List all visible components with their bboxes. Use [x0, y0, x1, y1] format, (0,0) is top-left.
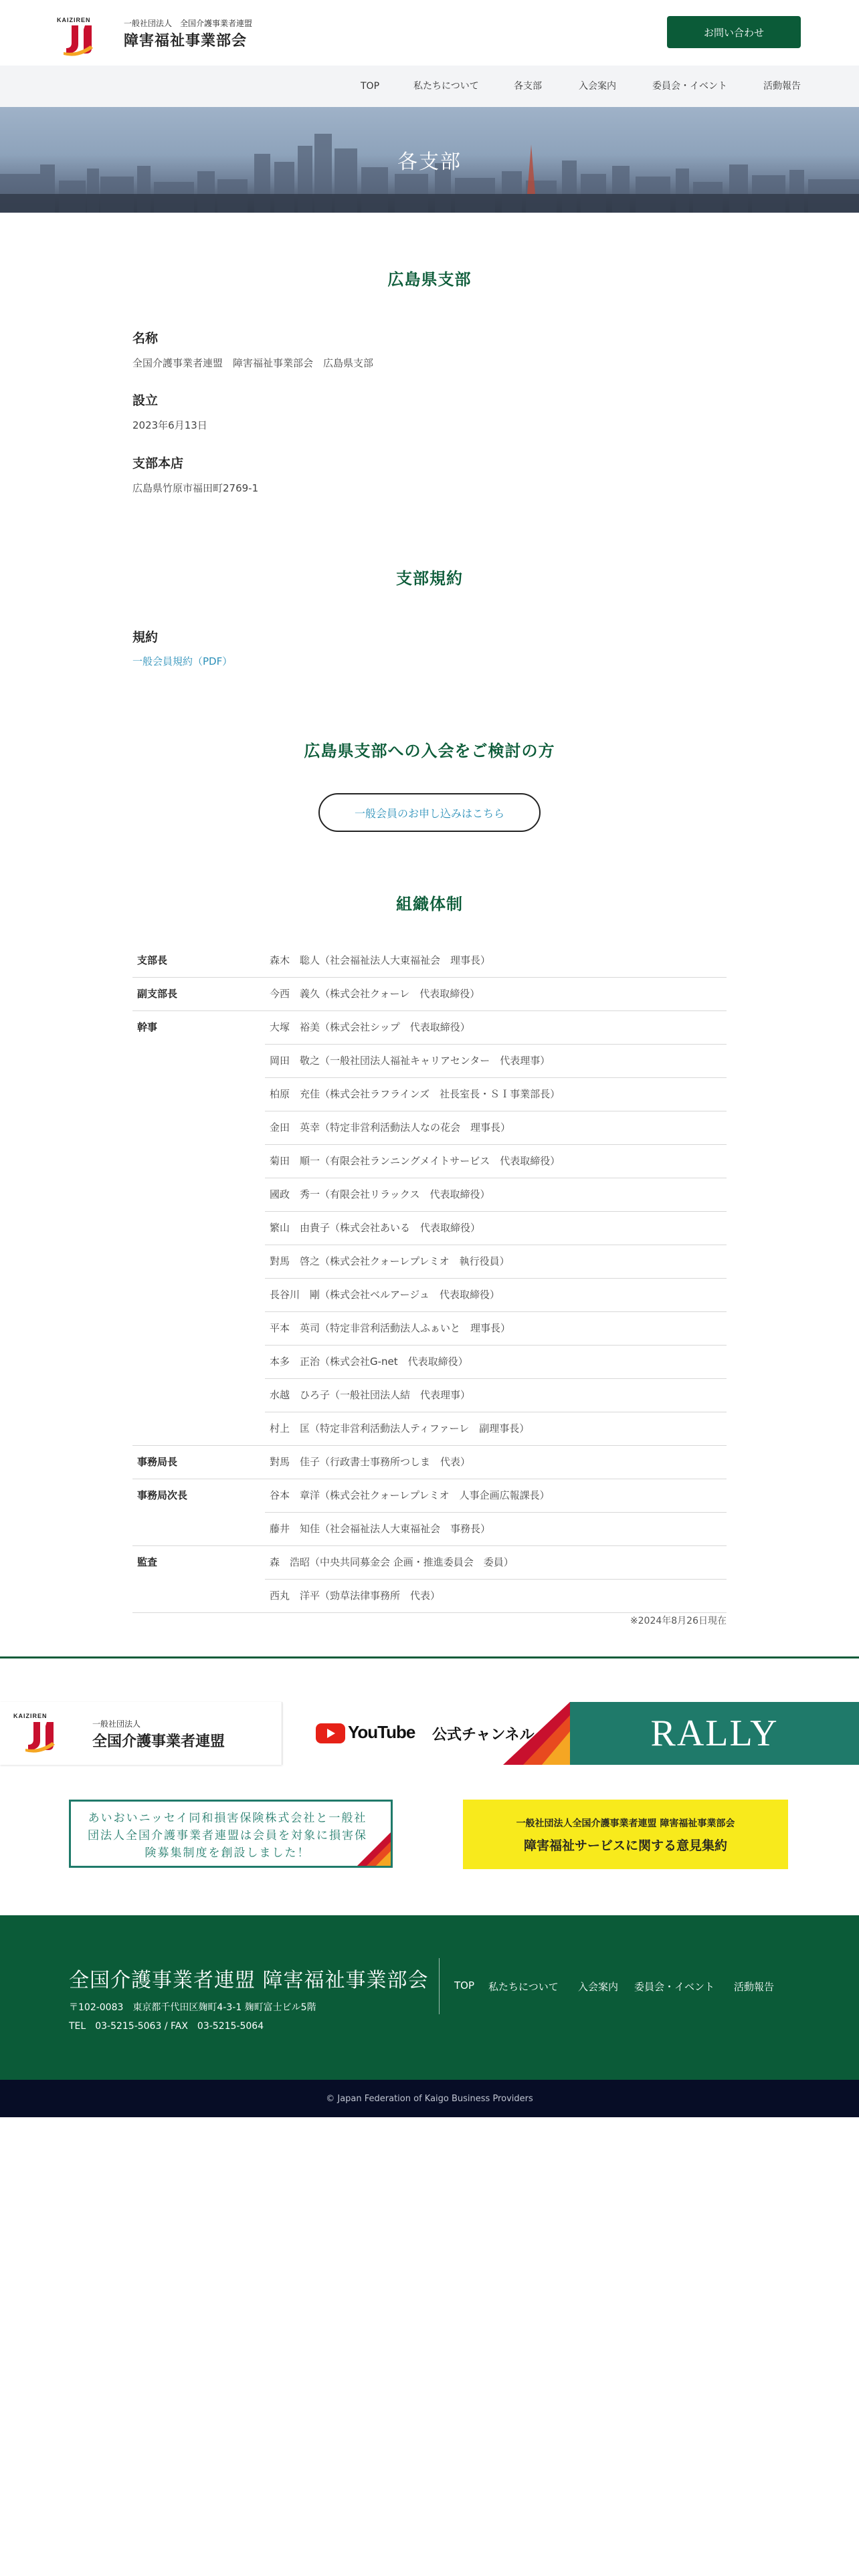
org-row — [132, 1278, 727, 1311]
org-member: 本多 正治（株式会社G-net 代表取締役） — [270, 1356, 468, 1368]
footer-phone: TEL 03-5215-5063 / FAX 03-5215-5064 — [69, 2021, 264, 2032]
kaiziren-logo-mark — [57, 15, 114, 56]
nav-item-about[interactable]: 私たちについて — [413, 81, 479, 92]
org-member: 菊田 順一（有限会社ランニングメイトサービス 代表取締役） — [270, 1155, 561, 1167]
rally-banner[interactable] — [570, 1702, 859, 1765]
youtube-channel-label: 公式チャンネル — [432, 1727, 535, 1743]
org-role: 幹事 — [137, 1021, 158, 1033]
org-row — [132, 1010, 727, 1044]
nav-item-reports[interactable]: 活動報告 — [763, 81, 801, 92]
org-member: 谷本 章洋（株式会社クォーレプレミオ 人事企画広報課長） — [270, 1489, 550, 1501]
footer-link-reports[interactable]: 活動報告 — [734, 1981, 775, 1993]
org-row — [132, 1044, 727, 1077]
apply-member-button[interactable]: 一般会員のお申し込みはこちら — [318, 793, 541, 832]
org-row — [132, 1545, 727, 1579]
established-label: 設立 — [132, 393, 159, 408]
opinion-survey-sub: 一般社団法人全国介護事業者連盟 障害福祉事業部会 — [516, 1818, 735, 1829]
logo-title: 障害福祉事業部会 — [124, 33, 248, 49]
opinion-survey-title: 障害福祉サービスに関する意見集約 — [523, 1838, 727, 1853]
org-title: 組織体制 — [396, 895, 463, 914]
youtube-wordmark: YouTube — [348, 1722, 415, 1742]
office-value: 広島県竹原市福田町2769-1 — [132, 482, 259, 494]
org-role: 事務局次長 — [137, 1489, 188, 1501]
org-member: 國政 秀一（有限会社リラックス 代表取締役） — [270, 1188, 490, 1200]
org-row — [132, 1245, 727, 1278]
stripe-decoration-icon — [503, 1702, 570, 1765]
org-member: 金田 英幸（特定非営利活動法人なの花会 理事長） — [270, 1121, 511, 1134]
org-row — [132, 1378, 727, 1412]
footer-link-top[interactable]: TOP — [454, 1979, 475, 1992]
rules-title: 支部規約 — [396, 569, 463, 588]
contact-button[interactable]: お問い合わせ — [667, 16, 801, 48]
opinion-survey-banner[interactable] — [463, 1800, 788, 1869]
footer-title: 全国介護事業者連盟 障害福祉事業部会 — [69, 1969, 429, 1992]
org-row — [132, 1345, 727, 1378]
org-row — [132, 1311, 727, 1345]
kaiziren-banner-sub: 一般社団法人 — [92, 1719, 141, 1729]
page-title: 各支部 — [397, 150, 462, 174]
branch-title: 広島県支部 — [387, 270, 472, 289]
org-divider — [132, 1612, 727, 1613]
org-row — [132, 977, 727, 1010]
org-member: 水越 ひろ子（一般社団法人結 代表理事） — [270, 1389, 471, 1401]
org-member: 對馬 啓之（株式会社クォーレプレミオ 執行役員） — [270, 1255, 510, 1267]
org-member: 平本 英司（特定非営利活動法人ふぁいと 理事長） — [270, 1322, 511, 1334]
org-row — [132, 1412, 727, 1445]
logo-mark-text: KAIZIREN — [57, 17, 91, 23]
nav-item-branches[interactable]: 各支部 — [514, 81, 542, 92]
org-role: 事務局長 — [137, 1456, 178, 1468]
site-footer — [0, 1915, 859, 2080]
org-row — [132, 1144, 727, 1178]
org-member: 村上 匡（特定非営利活動法人ティファーレ 副理事長） — [270, 1422, 530, 1434]
org-row — [132, 1445, 727, 1479]
org-row — [132, 1579, 727, 1612]
nav-item-top[interactable]: TOP — [361, 81, 380, 92]
copyright: © Japan Federation of Kaigo Business Providers — [0, 2080, 859, 2117]
footer-address: 〒102-0083 東京都千代田区麹町4-3-1 麹町富士ビル5階 — [69, 2002, 316, 2013]
youtube-banner[interactable] — [284, 1702, 570, 1765]
svg-text:KAIZIREN: KAIZIREN — [13, 1713, 47, 1719]
hero-banner — [0, 107, 859, 213]
org-row — [132, 1178, 727, 1211]
org-row — [132, 1512, 727, 1545]
site-logo[interactable] — [57, 15, 271, 56]
section-divider — [0, 1656, 859, 1658]
org-role: 監査 — [137, 1556, 158, 1568]
org-member: 長谷川 剛（株式会社ベルアージュ 代表取締役） — [270, 1289, 500, 1301]
rules-label: 規約 — [132, 630, 159, 645]
office-label: 支部本店 — [132, 456, 184, 471]
org-member: 森木 聡人（社会福祉法人大東福祉会 理事長） — [270, 954, 491, 966]
org-member: 大塚 裕美（株式会社シップ 代表取締役） — [270, 1021, 470, 1033]
org-row — [132, 1479, 727, 1512]
footer-separator — [439, 1958, 440, 2014]
nav-item-membership[interactable]: 入会案内 — [579, 81, 616, 92]
insurance-promo-banner[interactable] — [69, 1800, 393, 1868]
org-member: 森 浩昭（中央共同募金会 企画・推進委員会 委員） — [270, 1556, 514, 1568]
logo-subtitle: 一般社団法人 全国介護事業者連盟 — [124, 19, 253, 28]
site-header — [0, 0, 859, 66]
org-member: 藤井 知佳（社会福祉法人大東福祉会 事務長） — [270, 1523, 491, 1535]
name-value: 全国介護事業者連盟 障害福祉事業部会 広島県支部 — [132, 357, 374, 369]
kaiziren-banner-title: 全国介護事業者連盟 — [92, 1733, 225, 1750]
join-title: 広島県支部への入会をご検討の方 — [304, 742, 555, 760]
org-row — [132, 1211, 727, 1245]
name-label: 名称 — [132, 331, 159, 346]
org-member: 對馬 佳子（行政書士事務所つしま 代表） — [270, 1456, 471, 1468]
kaiziren-banner[interactable] — [0, 1702, 282, 1765]
org-member: 今西 義久（株式会社クォーレ 代表取締役） — [270, 988, 480, 1000]
org-role: 副支部長 — [137, 988, 178, 1000]
member-rules-pdf-link[interactable]: 一般会員規約（PDF） — [132, 655, 233, 667]
nav-item-committee-events[interactable]: 委員会・イベント — [652, 81, 727, 92]
rally-logo: RALLY — [650, 1713, 779, 1754]
footer-link-committee-events[interactable]: 委員会・イベント — [634, 1981, 715, 1993]
insurance-promo-text: あいおいニッセイ同和損害保険株式会社と一般社団法人全国介護事業者連盟は会員を対象に損害保険募集制度を創設しました！ — [88, 1812, 367, 1860]
org-member: 柏原 充佳（株式会社ラフラインズ 社長室長・ＳＩ事業部長） — [270, 1088, 561, 1100]
stripe-corner-icon — [357, 1832, 391, 1866]
org-row — [132, 944, 727, 977]
org-row — [132, 1111, 727, 1144]
org-member: 西丸 洋平（勁草法律事務所 代表） — [270, 1590, 441, 1602]
org-member: 繁山 由貴子（株式会社あいる 代表取締役） — [270, 1222, 481, 1234]
org-row — [132, 1077, 727, 1111]
main-nav — [0, 66, 859, 107]
established-value: 2023年6月13日 — [132, 419, 207, 431]
org-member: 岡田 敬之（一般社団法人福祉キャリアセンター 代表理事） — [270, 1055, 551, 1067]
as-of-date: ※2024年8月26日現在 — [630, 1616, 727, 1626]
youtube-play-icon — [316, 1723, 345, 1743]
org-role: 支部長 — [137, 954, 168, 966]
kaiziren-logo-icon — [13, 1702, 87, 1765]
footer-link-about[interactable]: 私たちについて — [488, 1981, 559, 1993]
footer-link-membership[interactable]: 入会案内 — [578, 1981, 619, 1993]
